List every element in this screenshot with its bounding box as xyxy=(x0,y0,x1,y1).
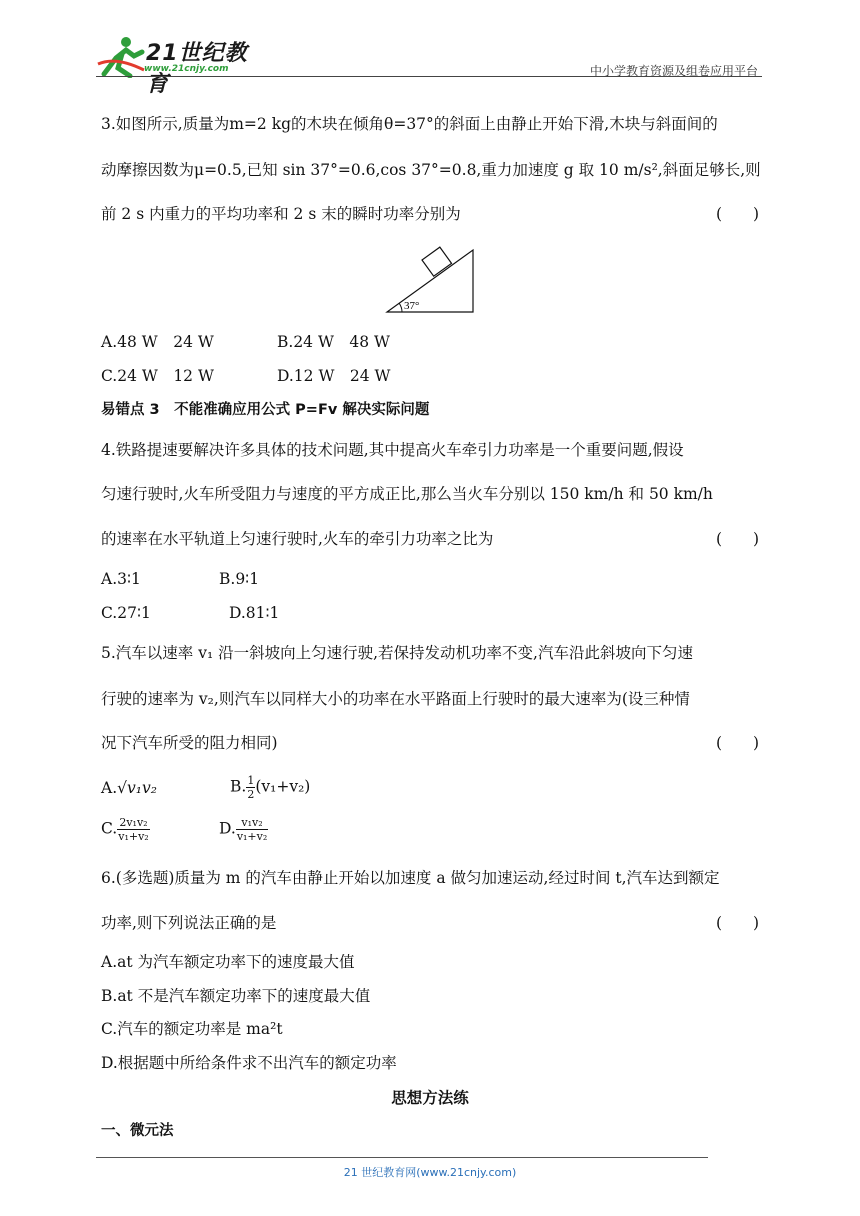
q5-option-d-den: v₁+v₂ xyxy=(236,830,268,843)
q5-option-a xyxy=(101,778,157,798)
q4-option-d: D.81∶1 xyxy=(229,604,280,622)
q4-line2: 匀速行驶时,火车所受阻力与速度的平方成正比,那么当火车分别以 150 km/h 和 50 km/h xyxy=(101,485,713,503)
q5-option-d xyxy=(219,816,268,843)
page-header xyxy=(96,34,762,97)
q4-option-b: B.9∶1 xyxy=(219,570,260,588)
platform-name: 中小学教育资源及组卷应用平台 xyxy=(589,64,758,78)
q3-answer-paren: ( ) xyxy=(716,205,760,223)
q5-option-b-num: 1 xyxy=(247,774,255,787)
q6-option-a: A.at 为汽车额定功率下的速度最大值 xyxy=(101,953,355,971)
logo-url: www.21cnjy.com xyxy=(144,64,229,74)
method-title: 思想方法练 xyxy=(391,1089,469,1107)
q3-line3: 前 2 s 内重力的平均功率和 2 s 末的瞬时功率分别为 xyxy=(101,205,461,223)
q5-option-d-num: v₁v₂ xyxy=(236,816,268,830)
q6-option-b: B.at 不是汽车额定功率下的速度最大值 xyxy=(101,987,371,1005)
incline-figure xyxy=(384,240,476,316)
q3-option-b: B.24 W 48 W xyxy=(277,333,390,351)
q5-line1: 5.汽车以速率 v₁ 沿一斜坡向上匀速行驶,若保持发动机功率不变,汽车沿此斜坡向下匀速 xyxy=(101,644,693,662)
q5-option-b-fraction xyxy=(246,774,255,801)
q3-option-d: D.12 W 24 W xyxy=(277,367,391,385)
q5-option-c-num: 2v₁v₂ xyxy=(117,816,149,830)
q3-line2: 动摩擦因数为μ=0.5,已知 sin 37°=0.6,cos 37°=0.8,重力加速度 g 取 10 m/s²,斜面足够长,则 xyxy=(101,161,761,179)
q5-option-b-prefix: B. xyxy=(230,777,247,796)
q6-option-c: C.汽车的额定功率是 ma²t xyxy=(101,1020,283,1038)
q6-line1: 6.(多选题)质量为 m 的汽车由静止开始以加速度 a 做匀加速运动,经过时间 t,汽车达到额定 xyxy=(101,869,720,887)
q5-option-c xyxy=(101,816,150,843)
q3-option-c: C.24 W 12 W xyxy=(101,367,214,385)
q5-line3: 况下汽车所受的阻力相同) xyxy=(101,734,278,752)
q4-line1: 4.铁路提速要解决许多具体的技术问题,其中提高火车牵引力功率是一个重要问题,假设 xyxy=(101,441,684,459)
q4-option-a: A.3∶1 xyxy=(101,570,141,588)
q5-option-c-den: v₁+v₂ xyxy=(118,830,149,843)
footer-divider xyxy=(96,1157,708,1158)
q3-line1: 3.如图所示,质量为m=2 kg的木块在倾角θ=37°的斜面上由静止开始下滑,木块与斜面间的 xyxy=(101,115,718,133)
header-divider xyxy=(96,76,762,77)
q5-option-b-den: 2 xyxy=(247,788,255,801)
q4-answer-paren: ( ) xyxy=(716,530,760,548)
section-one-heading: 一、微元法 xyxy=(101,1123,174,1139)
q3-option-a: A.48 W 24 W xyxy=(101,333,214,351)
q4-line3: 的速率在水平轨道上匀速行驶时,火车的牵引力功率之比为 xyxy=(101,530,494,548)
q5-option-a-expr: √v₁v₂ xyxy=(117,779,157,797)
q5-option-c-prefix: C. xyxy=(101,819,118,838)
q5-line2: 行驶的速率为 v₂,则汽车以同样大小的功率在水平路面上行驶时的最大速率为(设三种情 xyxy=(101,690,690,708)
q5-option-a-prefix: A. xyxy=(101,779,118,797)
q6-option-d: D.根据题中所给条件求不出汽车的额定功率 xyxy=(101,1054,397,1072)
q5-option-d-prefix: D. xyxy=(219,819,236,838)
q5-option-d-fraction xyxy=(236,816,268,843)
footer-text: 21 世纪教育网(www.21cnjy.com) xyxy=(343,1166,517,1179)
logo xyxy=(96,34,266,97)
q6-line2: 功率,则下列说法正确的是 xyxy=(101,914,277,932)
q5-option-b-rest: (v₁+v₂) xyxy=(255,777,311,796)
q5-option-b xyxy=(230,774,310,801)
q5-answer-paren: ( ) xyxy=(716,734,760,752)
q6-answer-paren: ( ) xyxy=(716,914,760,932)
q4-option-c: C.27∶1 xyxy=(101,604,151,622)
angle-label: 37° xyxy=(404,300,420,312)
section-heading-3: 易错点 3 不能准确应用公式 P=Fv 解决实际问题 xyxy=(101,402,430,418)
q5-option-c-fraction xyxy=(117,816,149,843)
logo-text: 21世纪教育 xyxy=(146,41,248,97)
runner-logo-icon xyxy=(96,34,148,78)
